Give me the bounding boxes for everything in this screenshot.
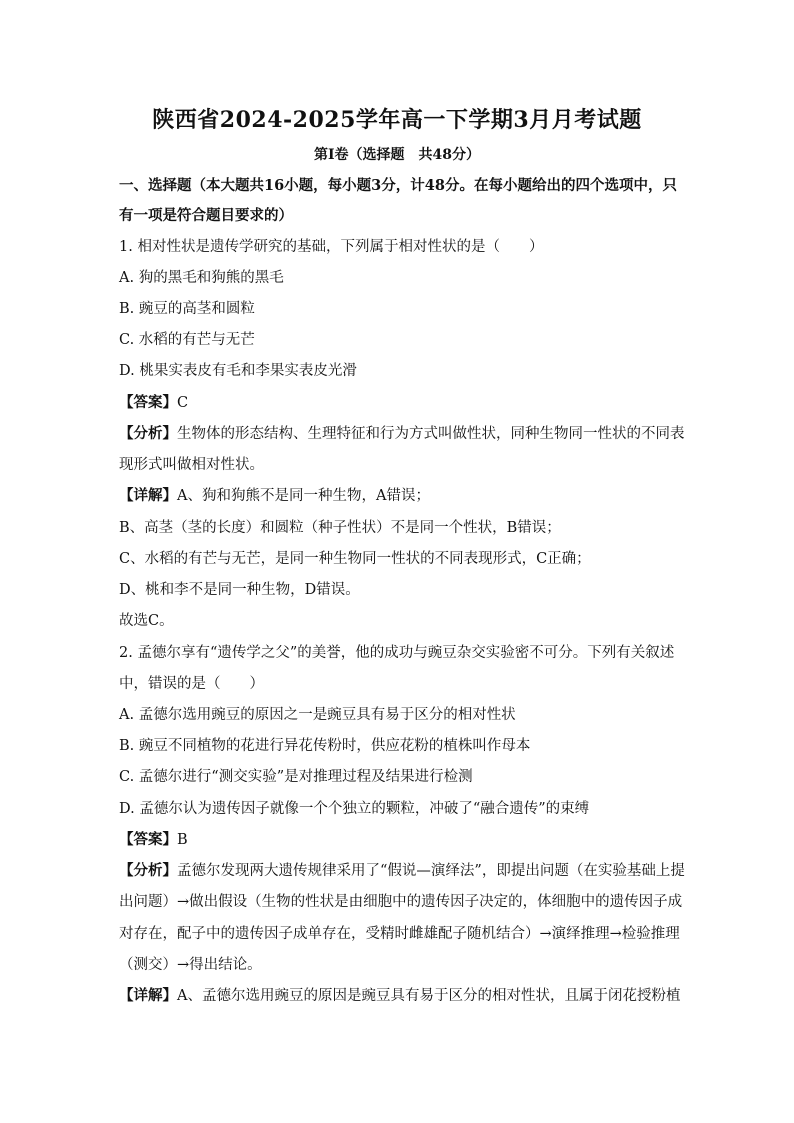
- question-2-option-d: D. 孟德尔认为遗传因子就像一个个独立的颗粒，冲破了“融合遗传”的束缚: [119, 801, 590, 817]
- question-2-analysis-line-2: 出问题）→做出假设（生物的性状是由细胞中的遗传因子决定的，体细胞中的遗传因子成: [119, 894, 683, 910]
- section-heading-line-2: 有一项是符合题目要求的）: [119, 207, 293, 224]
- answer-value: B: [177, 832, 188, 848]
- question-1-detail-line-4: D、桃和李不是同一种生物，D错误。: [119, 582, 360, 598]
- analysis-text: 生物体的形态结构、生理特征和行为方式叫做性状，同种生物同一性状的不同表: [177, 426, 685, 442]
- question-1-option-d: D. 桃果实表皮有毛和李果实表皮光滑: [119, 363, 357, 379]
- question-1-detail-line-3: C、水稻的有芒与无芒，是同一种生物同一性状的不同表现形式，C正确；: [119, 551, 591, 567]
- section-subtitle: 第Ⅰ卷（选择题 共48分）: [313, 147, 481, 163]
- section-heading-line-1: 一、选择题（本大题共16小题，每小题3分，计48分。在每小题给出的四个选项中，只: [119, 177, 677, 194]
- answer-tag: 【答案】: [119, 394, 177, 411]
- question-2-analysis-line-1: [119, 861, 685, 881]
- detail-tag: 【详解】: [119, 487, 177, 504]
- question-1-analysis-line-1: [119, 424, 685, 444]
- answer-tag: 【答案】: [119, 831, 177, 848]
- detail-text: A、孟德尔选用豌豆的原因是豌豆具有易于区分的相对性状，且属于闭花授粉植: [177, 988, 681, 1004]
- question-1-option-c: C. 水稻的有芒与无芒: [119, 332, 255, 348]
- detail-text: A、狗和狗熊不是同一种生物，A错误；: [177, 488, 430, 504]
- analysis-tag: 【分析】: [119, 862, 177, 879]
- analysis-text: 孟德尔发现两大遗传规律采用了“假说—演绎法”，即提出问题（在实验基础上提: [177, 863, 685, 879]
- answer-value: C: [177, 395, 189, 411]
- question-2-stem-line-1: 2. 孟德尔享有“遗传学之父”的美誉，他的成功与豌豆杂交实验密不可分。下列有关叙述: [119, 645, 675, 661]
- question-2-option-a: A. 孟德尔选用豌豆的原因之一是豌豆具有易于区分的相对性状: [119, 707, 516, 723]
- question-2-analysis-line-3: 对存在，配子中的遗传因子成单存在，受精时雌雄配子随机结合）→演绎推理→检验推理: [119, 926, 680, 942]
- question-1-conclusion: 故选C。: [119, 613, 174, 629]
- question-2-detail-line-1: [119, 986, 679, 1006]
- question-1-detail-line-2: B、高茎（茎的长度）和圆粒（种子性状）不是同一个性状，B错误；: [119, 520, 561, 536]
- question-2-answer: [119, 830, 679, 850]
- question-1-stem: 1. 相对性状是遗传学研究的基础，下列属于相对性状的是（ ）: [119, 239, 544, 255]
- question-1-analysis-line-2: 现形式叫做相对性状。: [119, 457, 264, 473]
- question-1-option-a: A. 狗的黑毛和狗熊的黑毛: [119, 270, 284, 286]
- document-title: 陕西省2024-2025学年高一下学期3月月考试题: [152, 107, 642, 133]
- analysis-tag: 【分析】: [119, 425, 177, 442]
- detail-tag: 【详解】: [119, 987, 177, 1004]
- question-2-analysis-line-4: （测交）→得出结论。: [119, 957, 262, 973]
- question-2-stem-line-2: 中，错误的是（ ）: [119, 676, 264, 692]
- question-2-option-b: B. 豌豆不同植物的花进行异花传粉时，供应花粉的植株叫作母本: [119, 738, 531, 754]
- question-2-option-c: C. 孟德尔进行“测交实验”是对推理过程及结果进行检测: [119, 769, 473, 785]
- question-1-option-b: B. 豌豆的高茎和圆粒: [119, 301, 255, 317]
- question-1-detail-line-1: [119, 486, 679, 506]
- question-1-answer: [119, 393, 679, 413]
